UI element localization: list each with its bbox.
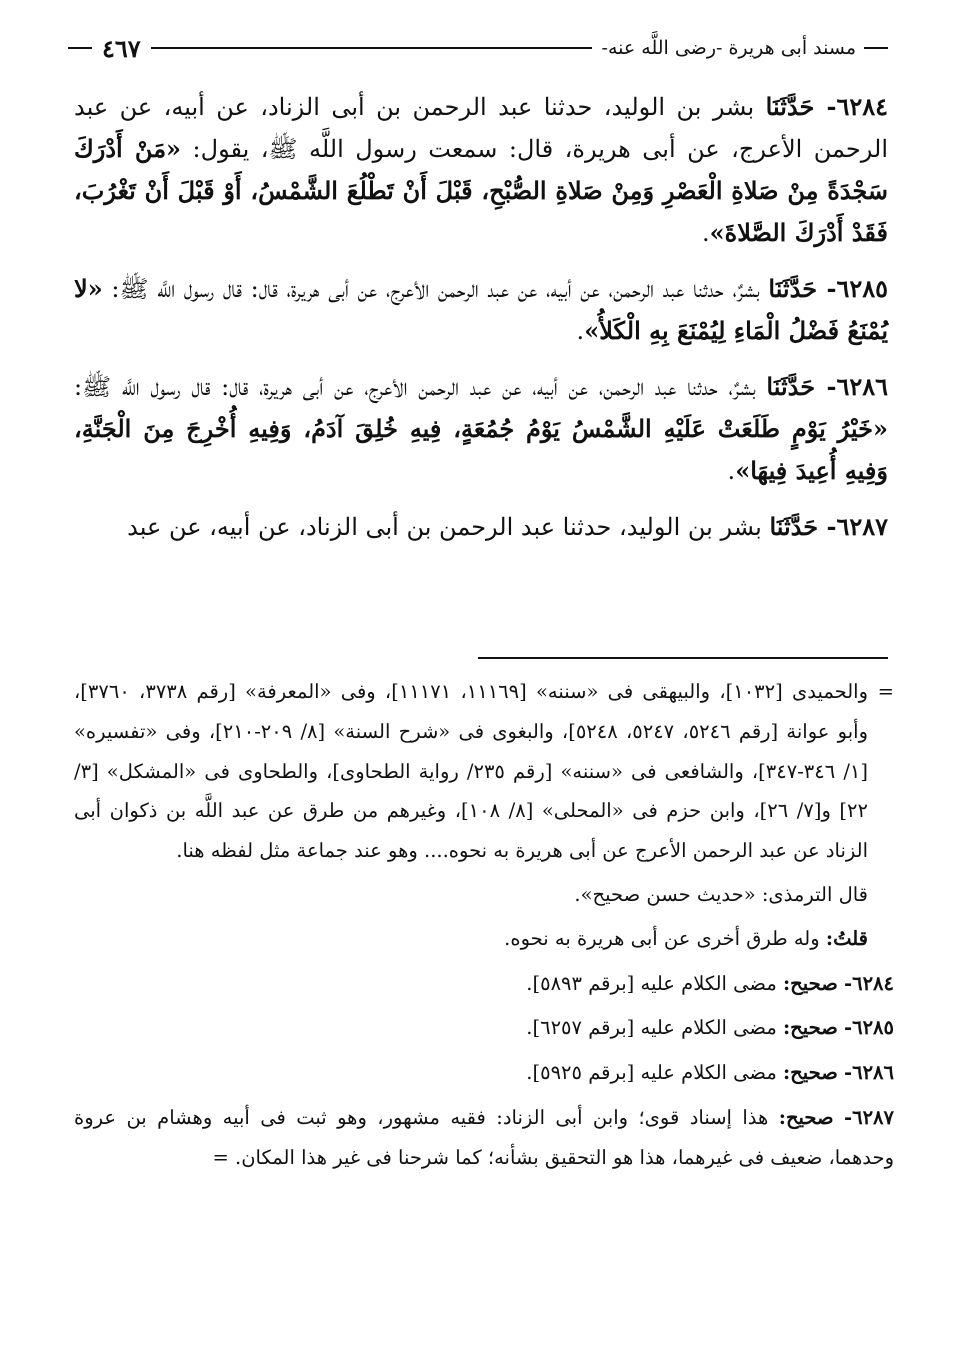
grading-number: ٦٢٨٧- bbox=[844, 1105, 895, 1129]
main-text bbox=[74, 86, 888, 562]
header-dash-left bbox=[68, 47, 92, 49]
grading-6284 bbox=[74, 964, 894, 1004]
hadith-matn: «خَيْرُ يَوْمٍ طَلَعَتْ عَلَيْهِ الشَّمْسُ يَوْمُ جُمُعَةٍ، فِيهِ خُلِقَ آدَمُ، وَفِيهِ أُخْرِجَ مِنَ الْجَنَّةِ، وَفِيهِ أُعِيدَ فِيهَا» bbox=[74, 414, 888, 485]
hadith-number: ٦٢٨٤ bbox=[836, 92, 888, 121]
qultu-note bbox=[74, 919, 894, 959]
hadith-6284: ٦٢٨٤- حَدَّثَنَا بشر بن الوليد، حدثنا عبد الرحمن بن أبى الزناد، عن أبيه، عن عبد الرحمن الأعرج، عن أبى هريرة، قال: سمعت رسول اللَّه ﷺ، يقول: «مَنْ أَدْرَكَ سَجْدَةً مِنْ صَلاةِ الْعَصْرِ وَمِنْ صَلاةِ الصُّبْحِ، قَبْلَ أَنْ تَطْلُعَ الشَّمْسُ، أَوْ قَبْلَ أَنْ تَغْرُبَ، فَقَدْ أَدْرَكَ الصَّلاةَ». bbox=[74, 92, 888, 247]
hadith-tail: . bbox=[727, 457, 736, 485]
grading-label: صحيح: bbox=[782, 1016, 838, 1040]
hadith-6286: ٦٢٨٦- حَدَّثَنَا بشرٌ، حدثنا عبد الرحمن، عن أبيه، عن عبد الرحمن الأعرج، عن أبى هريرة، قال: قال رسول اللَّه ﷺ: «خَيْرُ يَوْمٍ طَلَعَتْ عَلَيْهِ الشَّمْسُ يَوْمُ جُمُعَةٍ، فِيهِ خُلِقَ آدَمُ، وَفِيهِ أُخْرِجَ مِنَ الْجَنَّةِ، وَفِيهِ أُعِيدَ فِيهَا». bbox=[74, 372, 888, 485]
hadith-opener: حَدَّثَنَا bbox=[768, 274, 818, 303]
hadith-matn: «مَنْ أَدْرَكَ سَجْدَةً مِنْ صَلاةِ الْعَصْرِ وَمِنْ صَلاةِ الصُّبْحِ، قَبْلَ أَنْ تَطْلُعَ الشَّمْسُ، أَوْ قَبْلَ أَنْ تَغْرُبَ، فَقَدْ أَدْرَكَ الصَّلاةَ» bbox=[74, 134, 888, 247]
footnote-continuation bbox=[74, 672, 894, 871]
grading-number: ٦٢٨٤- bbox=[844, 971, 894, 995]
hadith-opener: حَدَّثَنَا bbox=[765, 92, 815, 121]
tirmidhi-note: قال الترمذى: «حديث حسن صحيح». bbox=[574, 882, 868, 906]
qultu-label: قلتُ: bbox=[825, 926, 868, 950]
grading-6287 bbox=[74, 1098, 894, 1178]
hadith-number: ٦٢٨٧ bbox=[836, 512, 888, 541]
hadith-6285: ٦٢٨٥- حَدَّثَنَا بشرٌ، حدثنا عبد الرحمن، عن أبيه، عن عبد الرحمن الأعرج، عن أبى هريرة، قال: قال رسول اللَّه ﷺ: «لا يُمْنَعُ فَضْلُ الْمَاءِ لِيُمْنَعَ بِهِ الْكَلأُ». bbox=[74, 274, 888, 345]
grading-label: صحيح: bbox=[778, 1105, 834, 1129]
grading-number: ٦٢٨٦- bbox=[844, 1061, 894, 1085]
hadith-number: ٦٢٨٦ bbox=[836, 372, 888, 401]
footnotes bbox=[74, 672, 894, 1178]
hadith-opener: حَدَّثَنَا bbox=[766, 372, 816, 401]
grading-6285 bbox=[74, 1008, 894, 1048]
running-title: مسند أبى هريرة -رضى اللَّه عنه- bbox=[601, 37, 856, 59]
hadith-isnad: بشر بن الوليد، حدثنا عبد الرحمن بن أبى الزناد، عن أبيه، عن عبد bbox=[127, 513, 762, 541]
hadith-isnad: بشرٌ، حدثنا عبد الرحمن، عن أبيه، عن عبد الرحمن الأعرج، عن أبى هريرة، قال: قال رسول اللَّه ﷺ: bbox=[111, 275, 760, 303]
header-dash-right bbox=[864, 47, 888, 49]
continuation-mark: = bbox=[877, 680, 894, 703]
hadith-number: ٦٢٨٥ bbox=[836, 274, 888, 303]
page-number: ٤٦٧ bbox=[102, 33, 141, 63]
grading-text: مضى الكلام عليه [برقم ٥٩٢٥]. bbox=[526, 1061, 777, 1085]
header-rule bbox=[151, 47, 592, 49]
grading-text: هذا إسناد قوى؛ وابن أبى الزناد: فقيه مشهور، وهو ثبت فى أبيه وهشام بن عروة وحدهما، ضعيف فى غيرهما، هذا هو التحقيق بشأنه؛ كما شرحنا فى غير هذا المكان. = bbox=[74, 1105, 894, 1169]
hadith-opener: حَدَّثَنَا bbox=[769, 512, 819, 541]
hadith-tail: . bbox=[576, 317, 585, 345]
grading-label: صحيح: bbox=[782, 971, 838, 995]
hadith-isnad: بشرٌ، حدثنا عبد الرحمن، عن أبيه، عن عبد الرحمن الأعرج، عن أبى هريرة، قال: قال رسول اللَّه ﷺ: bbox=[74, 373, 756, 401]
running-header bbox=[68, 30, 888, 66]
footnote-separator bbox=[478, 657, 888, 659]
grading-number: ٦٢٨٥- bbox=[844, 1016, 894, 1040]
grading-text: مضى الكلام عليه [برقم ٥٨٩٣]. bbox=[526, 971, 777, 995]
hadith-tail: . bbox=[702, 219, 710, 247]
hadith-isnad: بشر بن الوليد، حدثنا عبد الرحمن بن أبى الزناد، عن أبيه، عن عبد الرحمن الأعرج، عن أبى هريرة، قال: سمعت رسول اللَّه ﷺ، يقول: bbox=[74, 93, 888, 163]
qultu-text: وله طرق أخرى عن أبى هريرة به نحوه. bbox=[504, 926, 820, 950]
grading-text: مضى الكلام عليه [برقم ٦٢٥٧]. bbox=[526, 1016, 777, 1040]
grading-6286 bbox=[74, 1053, 894, 1093]
hadith-matn: «لا يُمْنَعُ فَضْلُ الْمَاءِ لِيُمْنَعَ بِهِ الْكَلأُ» bbox=[74, 274, 888, 345]
grading-label: صحيح: bbox=[782, 1061, 838, 1085]
hadith-6287: ٦٢٨٧- حَدَّثَنَا بشر بن الوليد، حدثنا عبد الرحمن بن أبى الزناد، عن أبيه، عن عبد bbox=[127, 512, 888, 541]
footnote-text: والحميدى [١٠٣٢]، والبيهقى فى «سننه» [١١١٦٩، ١١١٧١]، وفى «المعرفة» [رقم ٣٧٣٨، ٣٧٦٠]، وأبو عوانة [رقم ٥٢٤٦، ٥٢٤٧، ٥٢٤٨]، والبغوى فى «شرح السنة» [٨/ ٢٠٩-٢١٠]، وفى «تفسيره» [١/ ٣٤٦-٣٤٧]، والشافعى فى «سننه» [رقم ٢٣٥/ رواية الطحاوى]، والطحاوى فى «المشكل» [٣/ ٢٢] و[٧/ ٢٦]، وابن حزم فى «المحلى» [٨/ ١٠٨]، وغيرهم من طرق عن عبد اللَّه بن ذكوان أبى الزناد عن عبد الرحمن الأعرج عن أبى هريرة به نحوه.... وهو عند جماعة مثل لفظه هنا. bbox=[74, 680, 868, 863]
